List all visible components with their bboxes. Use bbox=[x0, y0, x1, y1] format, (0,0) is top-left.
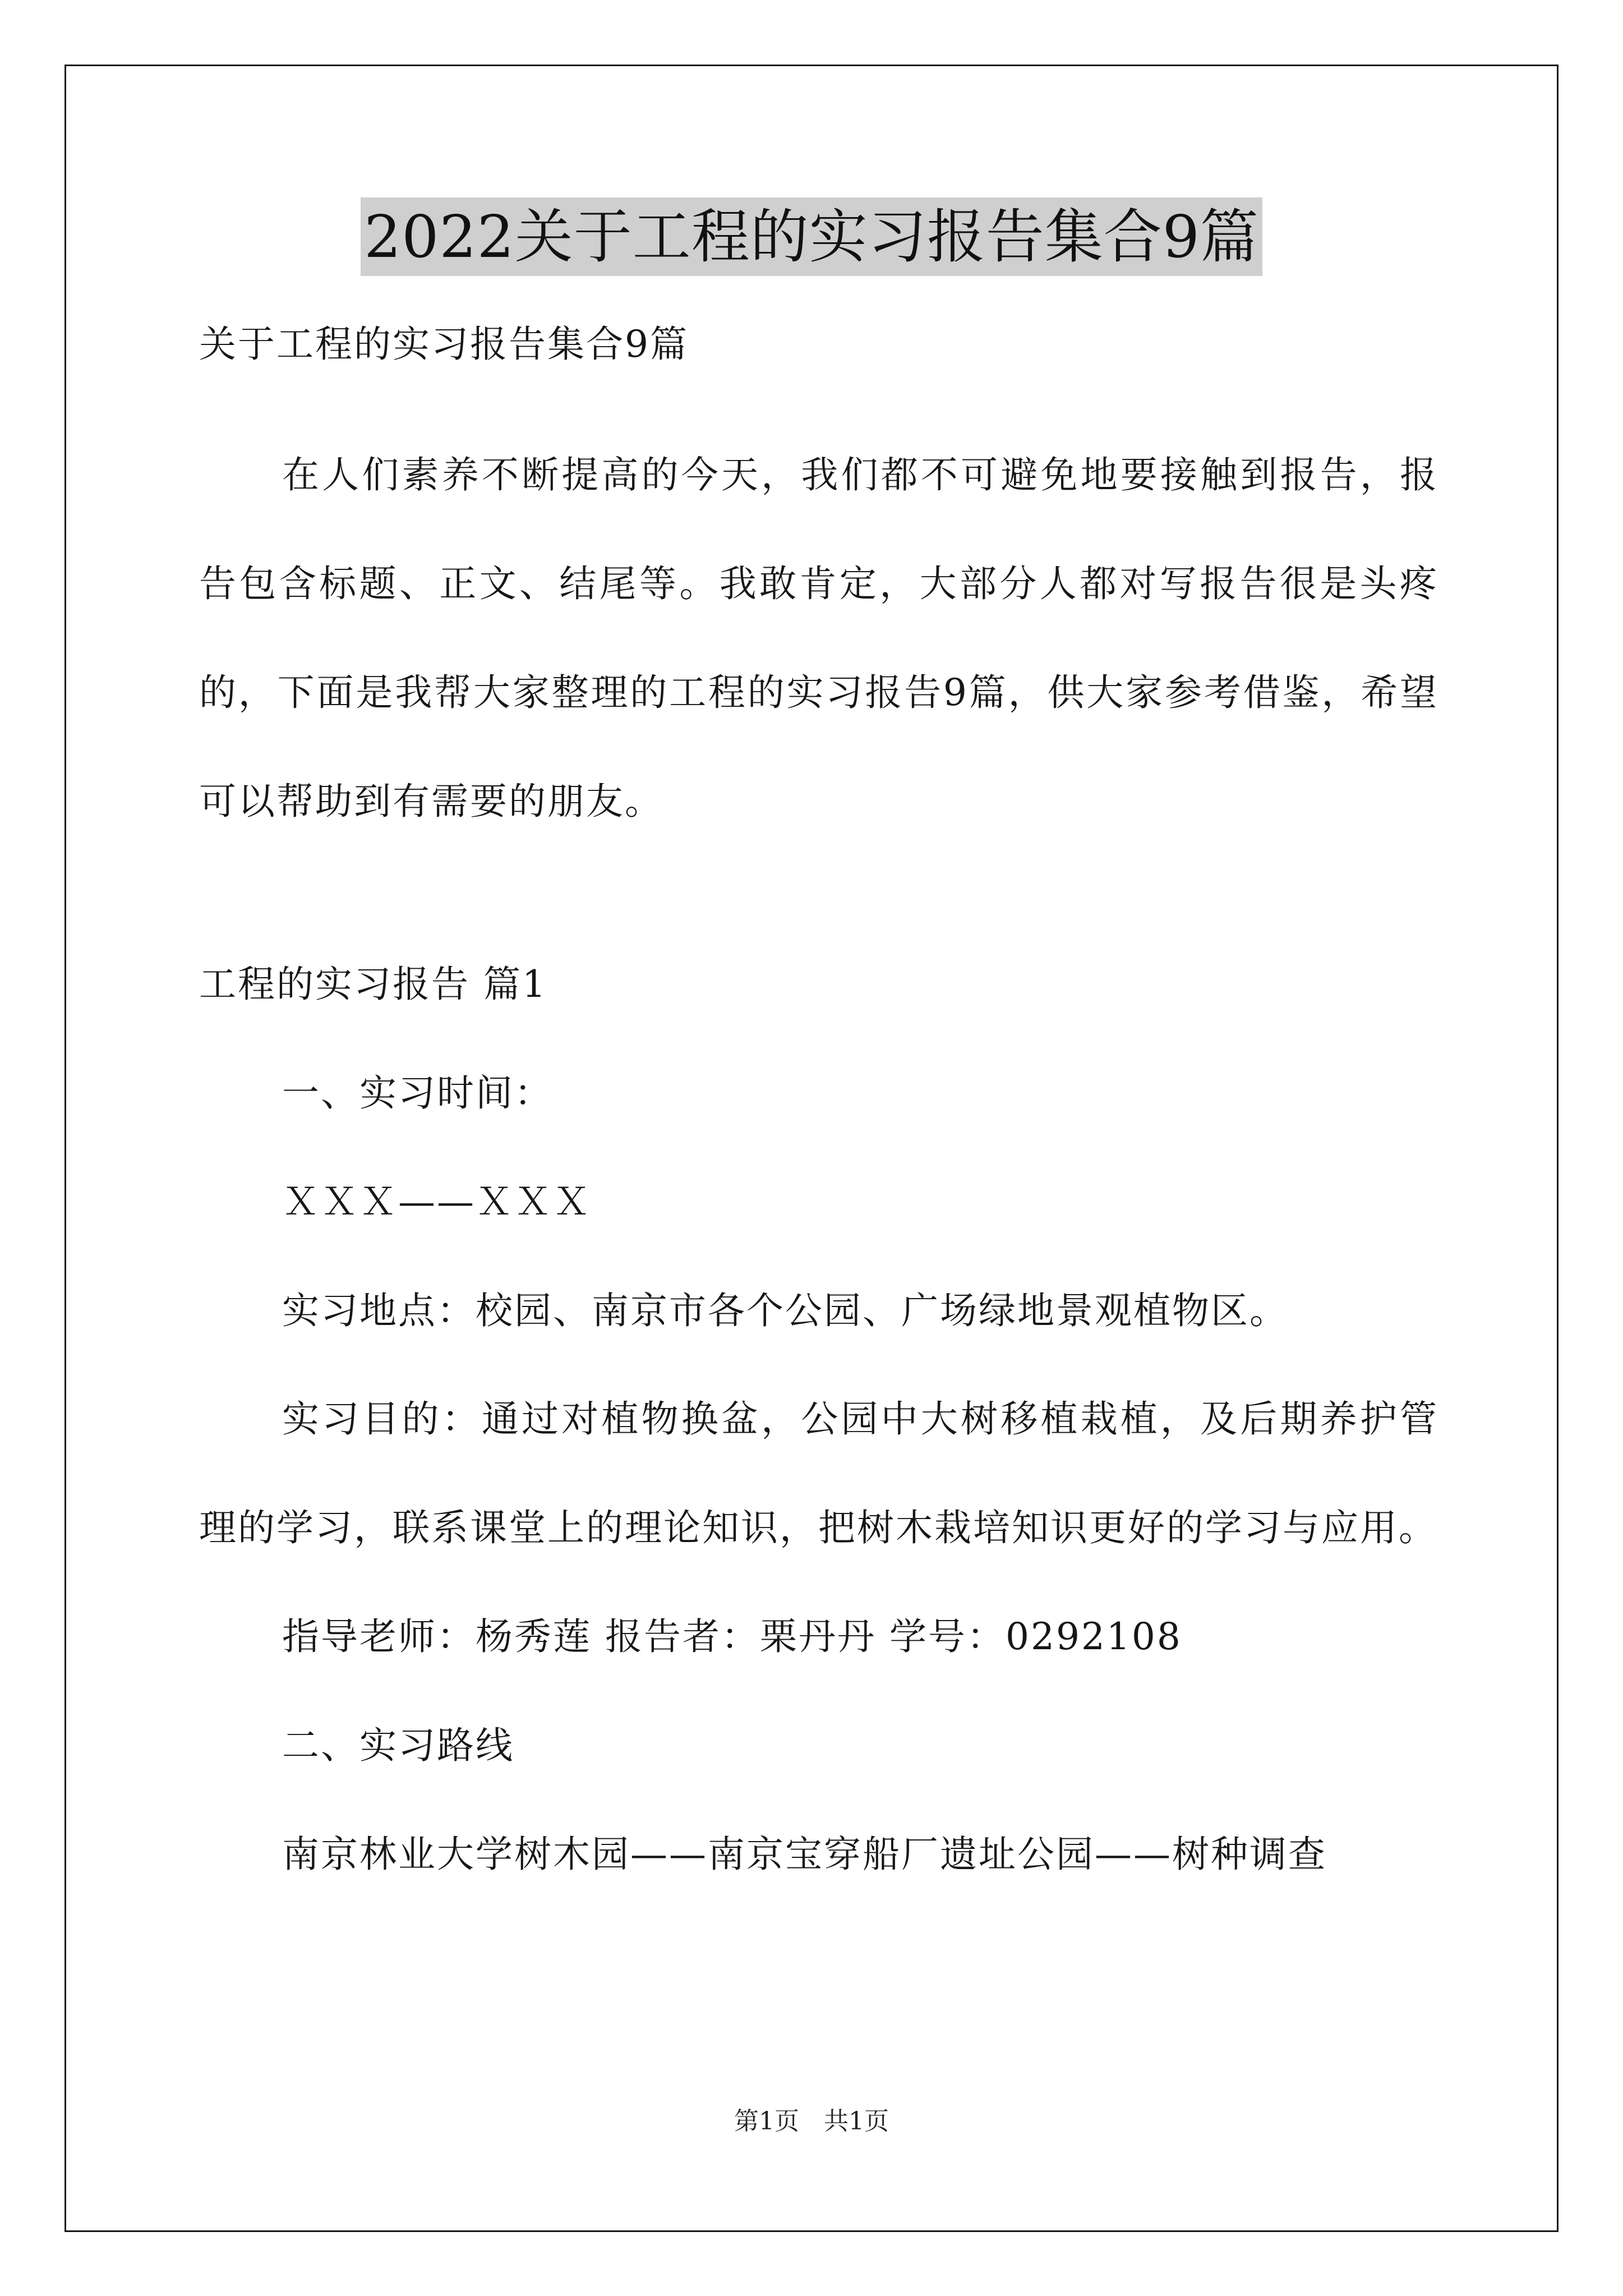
route-heading: 二、实习路线 bbox=[282, 1724, 514, 1767]
item-location: 实习地点：校园、南京市各个公园、广场绿地景观植物区。 bbox=[282, 1289, 1288, 1332]
section-heading: 工程的实习报告 篇1 bbox=[199, 963, 547, 1006]
item-period: ＸＸＸ——ＸＸＸ bbox=[282, 1180, 592, 1223]
title-container bbox=[0, 197, 1623, 276]
document-title: 2022关于工程的实习报告集合9篇 bbox=[361, 197, 1262, 276]
document-subtitle: 关于工程的实习报告集合9篇 bbox=[199, 323, 689, 366]
document-body bbox=[199, 314, 1438, 1909]
purpose-paragraph: 实习目的：通过对植物换盆，公园中大树移植栽植，及后期养护管理的学习，联系课堂上的理论知识，把树木栽培知识更好的学习与应用。 bbox=[199, 1397, 1438, 1549]
intro-paragraph: 在人们素养不断提高的今天，我们都不可避免地要接触到报告，报告包含标题、正文、结尾等。我敢肯定，大部分人都对写报告很是头疼的，下面是我帮大家整理的工程的实习报告9篇，供大家参考借鉴，希望可以帮助到有需要的朋友。 bbox=[199, 453, 1438, 823]
item-time: 一、实习时间： bbox=[282, 1071, 553, 1115]
teacher-line: 指导老师：杨秀莲 报告者：栗丹丹 学号：0292108 bbox=[282, 1615, 1182, 1658]
route-text: 南京林业大学树木园——南京宝穿船厂遗址公园——树种调查 bbox=[282, 1833, 1327, 1876]
page-footer: 第1页 共1页 bbox=[734, 2107, 889, 2136]
